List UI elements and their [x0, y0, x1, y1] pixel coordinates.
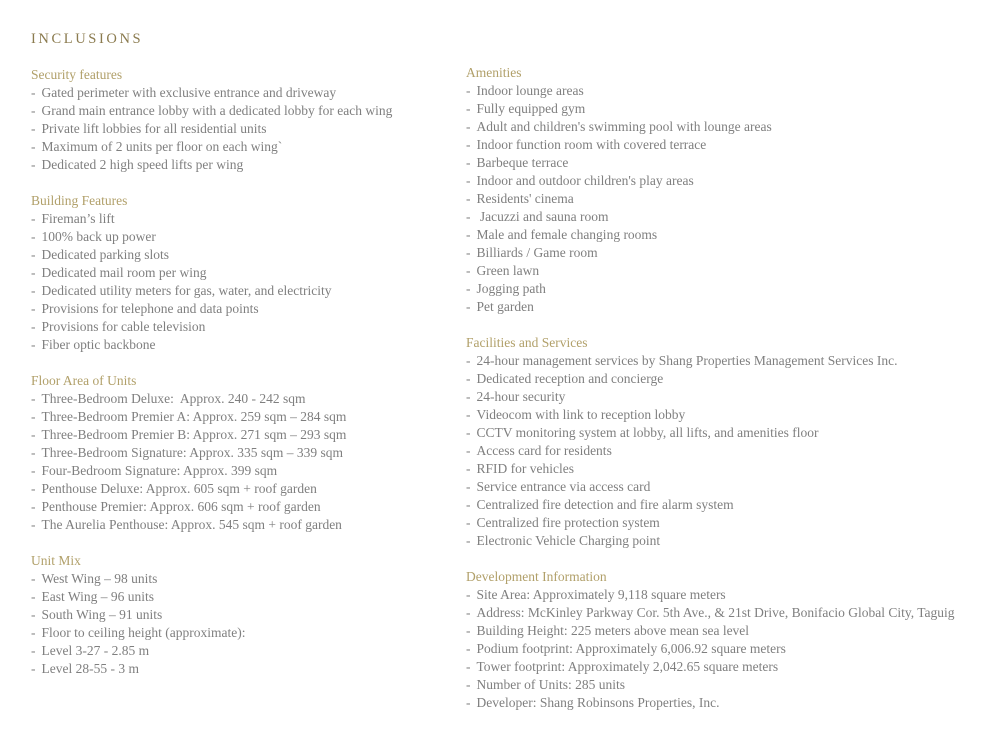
bullet-dash: -: [466, 281, 471, 296]
bullet-dash: -: [31, 643, 36, 658]
section-heading: Unit Mix: [31, 553, 81, 568]
list-item-text: Building Height: 225 meters above mean sea level: [476, 623, 750, 638]
list-item-text: South Wing – 91 units: [41, 607, 163, 622]
bullet-dash: -: [466, 191, 471, 206]
bullet-dash: -: [466, 641, 471, 656]
list-item-text: Indoor and outdoor children's play areas: [476, 173, 694, 188]
bullet-dash: -: [466, 389, 471, 404]
bullet-dash: -: [466, 137, 471, 152]
list-item: [466, 136, 1000, 154]
list-item-text: Adult and children's swimming pool with lounge areas: [476, 119, 772, 134]
list-item-text: Dedicated reception and concierge: [476, 371, 664, 386]
bullet-dash: -: [466, 695, 471, 710]
list-item-text: Number of Units: 285 units: [476, 677, 625, 692]
list-item-text: Maximum of 2 units per floor on each wing`: [41, 139, 283, 154]
list-item-text: Electronic Vehicle Charging point: [476, 533, 661, 548]
bullet-dash: -: [466, 119, 471, 134]
bullet-dash: -: [466, 101, 471, 116]
bullet-dash: -: [466, 587, 471, 602]
bullet-dash: -: [466, 209, 471, 224]
bullet-dash: -: [31, 229, 36, 244]
list-item: [31, 282, 463, 300]
list-item-text: Address: McKinley Parkway Cor. 5th Ave., & 21st Drive, Bonifacio Global City, Taguig: [476, 605, 955, 620]
list-item-text: Three-Bedroom Premier B: Approx. 271 sqm – 293 sqm: [41, 427, 347, 442]
list-item: [466, 424, 1000, 442]
list-item: [31, 606, 463, 624]
bullet-dash: -: [31, 301, 36, 316]
bullet-dash: -: [466, 479, 471, 494]
list-item-text: Private lift lobbies for all residential units: [41, 121, 267, 136]
list-item: [466, 694, 1000, 712]
list-item: [466, 262, 1000, 280]
list-item-text: Developer: Shang Robinsons Properties, Inc.: [476, 695, 720, 710]
list-item: [466, 586, 1000, 604]
list-item: [31, 480, 463, 498]
list-item: [466, 154, 1000, 172]
list-item: [466, 658, 1000, 676]
bullet-dash: -: [466, 263, 471, 278]
list-item: [466, 280, 1000, 298]
list-item: [466, 676, 1000, 694]
list-item-text: CCTV monitoring system at lobby, all lifts, and amenities floor: [476, 425, 819, 440]
list-item: [466, 352, 1000, 370]
list-item-text: Tower footprint: Approximately 2,042.65 square meters: [476, 659, 779, 674]
bullet-dash: -: [466, 227, 471, 242]
bullet-dash: -: [31, 463, 36, 478]
bullet-dash: -: [466, 497, 471, 512]
bullet-dash: -: [466, 659, 471, 674]
list-item: [466, 496, 1000, 514]
bullet-dash: -: [466, 407, 471, 422]
list-item-text: Green lawn: [476, 263, 540, 278]
list-item: [31, 138, 463, 156]
list-item: [31, 318, 463, 336]
list-item: [31, 570, 463, 588]
list-item-text: Centralized fire detection and fire alarm system: [476, 497, 734, 512]
bullet-dash: -: [31, 625, 36, 640]
section-unit-mix: [31, 552, 463, 678]
list-item: [466, 370, 1000, 388]
list-item-text: Jogging path: [476, 281, 546, 296]
bullet-dash: -: [31, 607, 36, 622]
list-item-text: Provisions for telephone and data points: [41, 301, 259, 316]
section-heading: Floor Area of Units: [31, 373, 137, 388]
list-item: [31, 102, 463, 120]
bullet-dash: -: [31, 121, 36, 136]
bullet-dash: -: [466, 677, 471, 692]
bullet-dash: -: [31, 337, 36, 352]
bullet-dash: -: [466, 155, 471, 170]
list-item: [466, 442, 1000, 460]
list-item: [466, 172, 1000, 190]
list-item-text: Fireman’s lift: [41, 211, 115, 226]
bullet-dash: -: [31, 283, 36, 298]
bullet-dash: -: [466, 83, 471, 98]
list-item-text: Service entrance via access card: [476, 479, 651, 494]
list-item: [31, 444, 463, 462]
list-item: [31, 300, 463, 318]
list-item: [31, 336, 463, 354]
list-item: [466, 478, 1000, 496]
list-item: [31, 426, 463, 444]
list-item-text: Barbeque terrace: [476, 155, 569, 170]
list-item: [31, 516, 463, 534]
bullet-dash: -: [31, 571, 36, 586]
list-item-text: Provisions for cable television: [41, 319, 206, 334]
list-item: [466, 100, 1000, 118]
list-item: [31, 120, 463, 138]
list-item: [31, 408, 463, 426]
list-item-text: Site Area: Approximately 9,118 square meters: [476, 587, 726, 602]
list-item-text: Access card for residents: [476, 443, 612, 458]
section-development-information: [466, 568, 1000, 712]
list-item: [31, 498, 463, 516]
list-item-text: 24-hour management services by Shang Properties Management Services Inc.: [476, 353, 898, 368]
section-building-features: [31, 192, 463, 354]
bullet-dash: -: [31, 247, 36, 262]
list-item: [466, 532, 1000, 550]
bullet-dash: -: [31, 391, 36, 406]
list-item-text: Male and female changing rooms: [476, 227, 658, 242]
list-item-text: West Wing – 98 units: [41, 571, 158, 586]
section-facilities-and-services: [466, 334, 1000, 550]
bullet-dash: -: [31, 499, 36, 514]
list-item-text: Level 3-27 - 2.85 m: [41, 643, 150, 658]
list-item-text: Podium footprint: Approximately 6,006.92 square meters: [476, 641, 786, 656]
bullet-dash: -: [31, 589, 36, 604]
list-item-text: Billiards / Game room: [476, 245, 598, 260]
bullet-dash: -: [466, 623, 471, 638]
bullet-dash: -: [31, 139, 36, 154]
list-item: [31, 624, 463, 642]
section-heading: Amenities: [466, 65, 522, 80]
section-heading: Development Information: [466, 569, 607, 584]
list-item-text: 100% back up power: [41, 229, 156, 244]
left-column: [31, 66, 463, 696]
list-item-text: 24-hour security: [476, 389, 566, 404]
list-item: [466, 460, 1000, 478]
list-item-text: Gated perimeter with exclusive entrance and driveway: [41, 85, 337, 100]
list-item: [466, 226, 1000, 244]
list-item-text: East Wing – 96 units: [41, 589, 154, 604]
page-title: INCLUSIONS: [31, 31, 144, 47]
list-item-text: Centralized fire protection system: [476, 515, 660, 530]
bullet-dash: -: [31, 157, 36, 172]
bullet-dash: -: [466, 605, 471, 620]
bullet-dash: -: [31, 211, 36, 226]
bullet-dash: -: [466, 533, 471, 548]
list-item: [31, 84, 463, 102]
bullet-dash: -: [466, 371, 471, 386]
list-item: [466, 82, 1000, 100]
list-item-text: Videocom with link to reception lobby: [476, 407, 686, 422]
list-item-text: Dedicated parking slots: [41, 247, 169, 262]
bullet-dash: -: [31, 85, 36, 100]
list-item: [466, 208, 1000, 226]
bullet-dash: -: [466, 461, 471, 476]
section-floor-area-of-units: [31, 372, 463, 534]
list-item-text: Indoor lounge areas: [476, 83, 584, 98]
list-item: [31, 210, 463, 228]
list-item: [466, 604, 1000, 622]
list-item-text: Jacuzzi and sauna room: [476, 209, 609, 224]
list-item: [466, 622, 1000, 640]
list-item: [466, 388, 1000, 406]
list-item: [466, 514, 1000, 532]
list-item: [31, 264, 463, 282]
list-item: [31, 642, 463, 660]
bullet-dash: -: [466, 443, 471, 458]
list-item-text: RFID for vehicles: [476, 461, 574, 476]
list-item-text: Level 28-55 - 3 m: [41, 661, 139, 676]
list-item-text: Dedicated 2 high speed lifts per wing: [41, 157, 244, 172]
list-item-text: Dedicated utility meters for gas, water, and electricity: [41, 283, 332, 298]
list-item: [31, 588, 463, 606]
list-item-text: Dedicated mail room per wing: [41, 265, 207, 280]
list-item-text: Three-Bedroom Premier A: Approx. 259 sqm – 284 sqm: [41, 409, 347, 424]
bullet-dash: -: [31, 481, 36, 496]
bullet-dash: -: [466, 353, 471, 368]
bullet-dash: -: [31, 661, 36, 676]
bullet-dash: -: [466, 245, 471, 260]
section-heading: Security features: [31, 67, 123, 82]
list-item-text: Residents' cinema: [476, 191, 574, 206]
bullet-dash: -: [31, 445, 36, 460]
list-item-text: Grand main entrance lobby with a dedicated lobby for each wing: [41, 103, 393, 118]
bullet-dash: -: [466, 173, 471, 188]
list-item: [31, 156, 463, 174]
bullet-dash: -: [31, 265, 36, 280]
list-item-text: Three-Bedroom Signature: Approx. 335 sqm – 339 sqm: [41, 445, 343, 460]
list-item: [31, 246, 463, 264]
list-item-text: Four-Bedroom Signature: Approx. 399 sqm: [41, 463, 278, 478]
bullet-dash: -: [466, 425, 471, 440]
list-item-text: The Aurelia Penthouse: Approx. 545 sqm + roof garden: [41, 517, 342, 532]
list-item: [31, 660, 463, 678]
list-item-text: Fiber optic backbone: [41, 337, 156, 352]
list-item-text: Indoor function room with covered terrace: [476, 137, 707, 152]
bullet-dash: -: [31, 103, 36, 118]
list-item: [31, 390, 463, 408]
bullet-dash: -: [31, 409, 36, 424]
list-item: [466, 406, 1000, 424]
list-item: [466, 298, 1000, 316]
list-item: [31, 228, 463, 246]
section-heading: Building Features: [31, 193, 128, 208]
list-item: [466, 640, 1000, 658]
list-item-text: Floor to ceiling height (approximate):: [41, 625, 246, 640]
section-amenities: [466, 64, 1000, 316]
right-column: [466, 64, 1000, 730]
bullet-dash: -: [466, 299, 471, 314]
list-item-text: Pet garden: [476, 299, 534, 314]
bullet-dash: -: [466, 515, 471, 530]
list-item: [466, 118, 1000, 136]
list-item-text: Penthouse Deluxe: Approx. 605 sqm + roof garden: [41, 481, 317, 496]
list-item: [466, 190, 1000, 208]
list-item: [31, 462, 463, 480]
section-heading: Facilities and Services: [466, 335, 588, 350]
section-security-features: [31, 66, 463, 174]
list-item-text: Penthouse Premier: Approx. 606 sqm + roof garden: [41, 499, 321, 514]
list-item: [466, 244, 1000, 262]
bullet-dash: -: [31, 517, 36, 532]
bullet-dash: -: [31, 319, 36, 334]
list-item-text: Three-Bedroom Deluxe: Approx. 240 - 242 sqm: [41, 391, 306, 406]
list-item-text: Fully equipped gym: [476, 101, 586, 116]
bullet-dash: -: [31, 427, 36, 442]
